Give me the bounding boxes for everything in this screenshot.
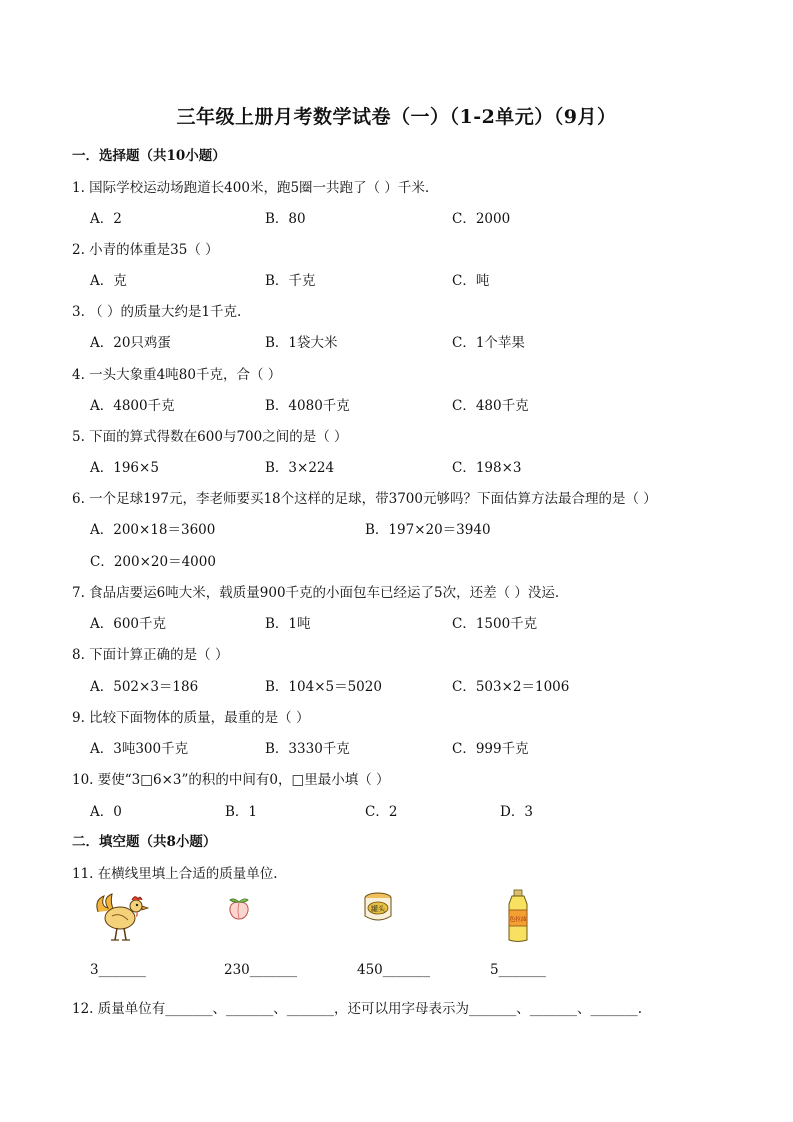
fill-blank-peach[interactable]: 230_______ xyxy=(224,962,298,978)
option-a[interactable]: A．502×3＝186 xyxy=(90,679,199,695)
option-b[interactable]: B．1袋大米 xyxy=(265,335,338,351)
question-6: 6. 一个足球197元，李老师要买18个这样的足球，带3700元够吗？下面估算方法最合理的是（ ） xyxy=(72,491,657,507)
option-c[interactable]: C．198×3 xyxy=(452,460,522,476)
question-8: 8. 下面计算正确的是（ ） xyxy=(72,647,229,663)
option-a[interactable]: A．2 xyxy=(90,211,122,227)
fill-blank-oil[interactable]: 5_______ xyxy=(490,962,546,978)
page-title: 三年级上册月考数学试卷（一）（1-2单元）（9月） xyxy=(176,106,617,128)
question-2: 2. 小青的体重是35（ ） xyxy=(72,242,219,258)
bottle-label: 色拉油 xyxy=(509,917,527,923)
fill-blank-can[interactable]: 450_______ xyxy=(357,962,431,978)
question-12: 12. 质量单位有_______、_______、_______，还可以用字母表示为_______、_______、_______. xyxy=(72,1001,643,1017)
peach-image xyxy=(226,896,252,922)
question-3: 3. （ ）的质量大约是1千克. xyxy=(72,304,242,320)
rooster-image xyxy=(90,890,152,944)
option-c[interactable]: C．2000 xyxy=(452,211,511,227)
option-a[interactable]: A．3吨300千克 xyxy=(90,741,189,757)
can-label: 罐头 xyxy=(371,905,385,913)
option-b[interactable]: B．1吨 xyxy=(265,616,311,632)
option-c[interactable]: C．999千克 xyxy=(452,741,529,757)
option-a[interactable]: A．20只鸡蛋 xyxy=(90,335,171,351)
option-b[interactable]: B．197×20＝3940 xyxy=(365,522,491,538)
question-10: 10. 要使“3□6×3”的积的中间有0，□里最小填（ ） xyxy=(72,772,390,788)
option-c[interactable]: C．503×2＝1006 xyxy=(452,679,570,695)
option-c[interactable]: C．480千克 xyxy=(452,398,529,414)
option-d[interactable]: D．3 xyxy=(500,804,533,820)
option-c[interactable]: C．200×20＝4000 xyxy=(90,554,216,570)
option-c[interactable]: C．1500千克 xyxy=(452,616,538,632)
section-heading-fill: 二．填空题（共8小题） xyxy=(72,834,217,850)
option-a[interactable]: A．200×18＝3600 xyxy=(90,522,216,538)
option-b[interactable]: B．1 xyxy=(225,804,258,820)
option-a[interactable]: A．196×5 xyxy=(90,460,159,476)
option-b[interactable]: B．3×224 xyxy=(265,460,335,476)
fill-blank-rooster[interactable]: 3_______ xyxy=(90,962,146,978)
option-c[interactable]: C．2 xyxy=(365,804,398,820)
section-heading-choice: 一．选择题（共10小题） xyxy=(72,148,226,164)
question-11: 11. 在横线里填上合适的质量单位. xyxy=(72,866,278,882)
question-5: 5. 下面的算式得数在600与700之间的是（ ） xyxy=(72,429,348,445)
canned-food-image xyxy=(358,890,398,926)
option-b[interactable]: B．80 xyxy=(265,211,306,227)
question-4: 4. 一头大象重4吨80千克，合（ ） xyxy=(72,367,282,383)
option-b[interactable]: B．3330千克 xyxy=(265,741,350,757)
option-a[interactable]: A．600千克 xyxy=(90,616,167,632)
option-a[interactable]: A．4800千克 xyxy=(90,398,175,414)
option-a[interactable]: A．克 xyxy=(90,273,127,289)
question-7: 7. 食品店要运6吨大米，载质量900千克的小面包车已经运了5次，还差（ ）没运. xyxy=(72,585,560,601)
question-9: 9. 比较下面物体的质量，最重的是（ ） xyxy=(72,710,310,726)
option-b[interactable]: B．千克 xyxy=(265,273,316,289)
option-b[interactable]: B．104×5＝5020 xyxy=(265,679,382,695)
option-b[interactable]: B．4080千克 xyxy=(265,398,350,414)
option-a[interactable]: A．0 xyxy=(90,804,122,820)
option-c[interactable]: C．吨 xyxy=(452,273,490,289)
option-c[interactable]: C．1个苹果 xyxy=(452,335,525,351)
oil-bottle-image xyxy=(503,888,533,944)
question-1: 1. 国际学校运动场跑道长400米，跑5圈一共跑了（ ）千米. xyxy=(72,180,430,196)
